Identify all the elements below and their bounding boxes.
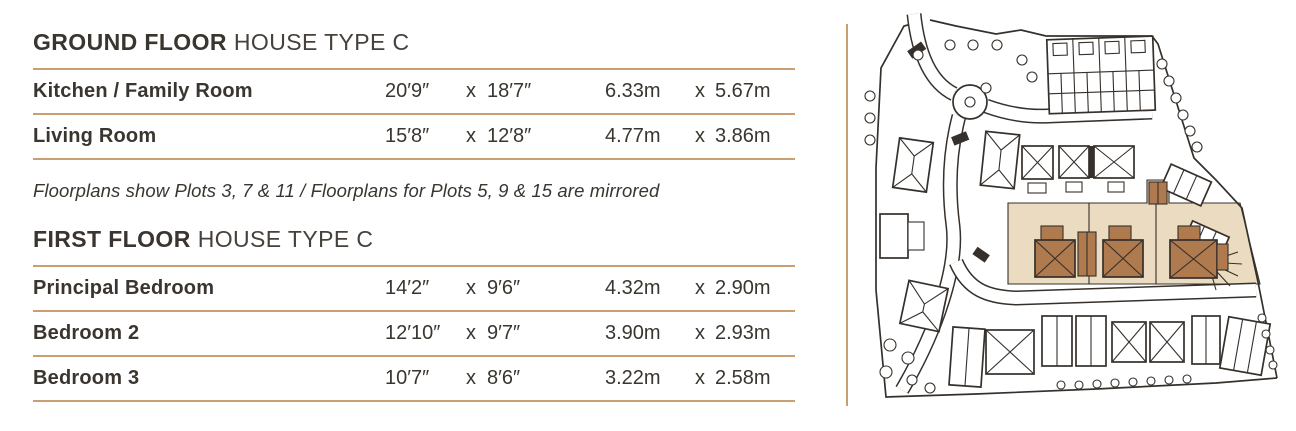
site-plan-map	[856, 0, 1296, 431]
dimension-separator: x	[695, 80, 705, 102]
bottom-row-houses	[949, 316, 1270, 387]
dimension-separator: x	[695, 322, 705, 344]
metric-width: 3.90m	[605, 322, 661, 344]
metric-depth: 2.90m	[715, 277, 771, 299]
room-name: Principal Bedroom	[33, 277, 215, 299]
ground-floor-title: GROUND FLOOR	[33, 29, 227, 55]
house-type-label: HOUSE TYPE C	[233, 29, 410, 55]
room-name: Bedroom 3	[33, 367, 140, 389]
metric-width: 4.32m	[605, 277, 661, 299]
metric-width: 4.77m	[605, 125, 661, 147]
dimension-separator: x	[466, 322, 476, 344]
house-rear-projection	[1109, 226, 1131, 241]
dimensions-panel	[33, 0, 795, 402]
metric-depth: 3.86m	[715, 125, 771, 147]
dimension-separator: x	[695, 367, 705, 389]
table-row	[33, 312, 795, 357]
house-type-label: HOUSE TYPE C	[197, 226, 374, 252]
imperial-width: 15′8″	[385, 125, 430, 147]
first-floor-heading	[33, 226, 795, 253]
ground-floor-table	[33, 68, 795, 160]
dimension-separator: x	[466, 125, 476, 147]
dimension-separator: x	[695, 125, 705, 147]
imperial-depth: 9′6″	[487, 277, 521, 299]
metric-width: 6.33m	[605, 80, 661, 102]
room-name: Bedroom 2	[33, 322, 140, 344]
table-row	[33, 357, 795, 402]
imperial-depth: 12′8″	[487, 125, 532, 147]
room-name: Living Room	[33, 125, 157, 147]
middle-row-houses	[980, 131, 1134, 193]
metric-depth: 2.58m	[715, 367, 771, 389]
imperial-depth: 18′7″	[487, 80, 532, 102]
table-row	[33, 267, 795, 312]
imperial-width: 14′2″	[385, 277, 430, 299]
dimension-separator: x	[466, 277, 476, 299]
metric-width: 3.22m	[605, 367, 661, 389]
metric-depth: 5.67m	[715, 80, 771, 102]
table-row	[33, 70, 795, 115]
table-row	[33, 115, 795, 160]
garage	[1217, 244, 1228, 270]
dimension-separator: x	[466, 367, 476, 389]
plots-note: Floorplans show Plots 3, 7 & 11 / Floorplans for Plots 5, 9 & 15 are mirrored	[33, 180, 660, 201]
terrace-block	[1047, 36, 1156, 114]
imperial-width: 12′10″	[385, 322, 441, 344]
left-edge-houses	[880, 138, 948, 332]
first-floor-table	[33, 265, 795, 402]
house-rear-projection	[1178, 226, 1200, 241]
imperial-depth: 8′6″	[487, 367, 521, 389]
ground-floor-heading	[33, 29, 795, 56]
imperial-width: 20′9″	[385, 80, 430, 102]
room-name: Kitchen / Family Room	[33, 80, 253, 102]
dimension-separator: x	[466, 80, 476, 102]
dimension-separator: x	[695, 277, 705, 299]
metric-depth: 2.93m	[715, 322, 771, 344]
first-floor-title: FIRST FLOOR	[33, 226, 191, 252]
panel-divider	[846, 24, 848, 406]
imperial-depth: 9′7″	[487, 322, 521, 344]
house-rear-projection	[1041, 226, 1063, 241]
imperial-width: 10′7″	[385, 367, 430, 389]
